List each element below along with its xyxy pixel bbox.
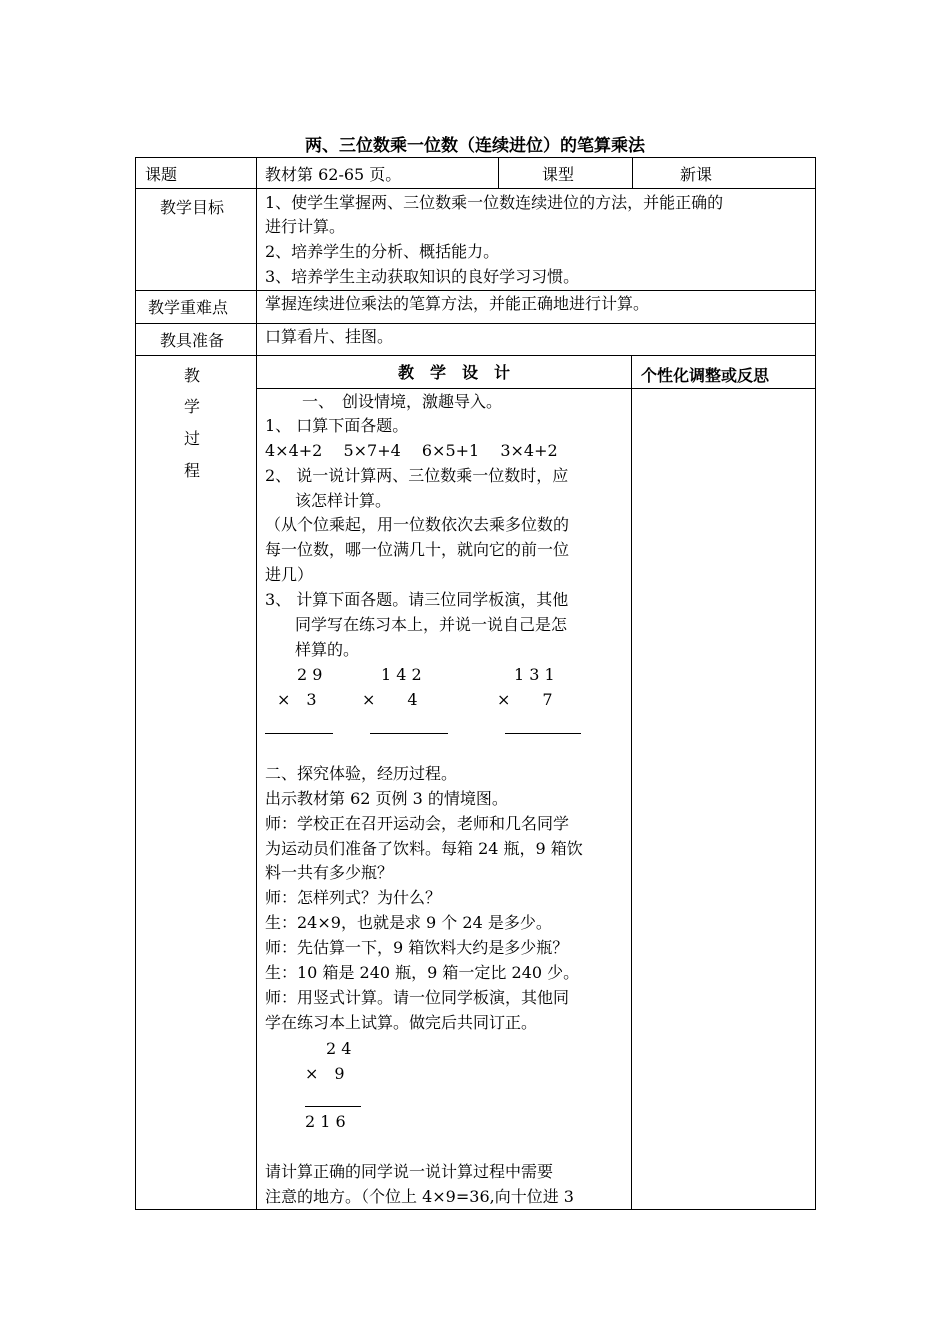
- content-line: 生：10 箱是 240 瓶，9 箱一定比 240 少。: [265, 963, 580, 982]
- content-line: 为运动员们准备了饮料。每箱 24 瓶，9 箱饮: [265, 839, 583, 858]
- content-line: 1、 口算下面各题。: [265, 416, 409, 435]
- goal-line: 1、使学生掌握两、三位数乘一位数连续进位的方法，并能正确的: [265, 193, 724, 212]
- topic-value: 教材第 62-65 页。: [265, 165, 402, 184]
- content-line: 同学写在练习本上，并说一说自己是怎: [295, 615, 568, 634]
- design-header: 教 学 设 计: [398, 363, 511, 382]
- content-line: 注意的地方。（个位上 4×9=36,向十位进 3: [265, 1187, 574, 1206]
- content-line: 学在练习本上试算。做完后共同订正。: [265, 1013, 538, 1032]
- tools-value: 口算看片、挂图。: [265, 327, 394, 346]
- type-value: 新课: [680, 165, 713, 184]
- process-char: 学: [184, 397, 201, 416]
- content-line: 师：学校正在召开运动会，老师和几名同学: [265, 814, 570, 833]
- content-line: 样算的。: [295, 640, 360, 659]
- tools-label: 教具准备: [160, 331, 225, 350]
- content-line: 进几）: [265, 565, 314, 584]
- type-label: 课型: [542, 165, 575, 184]
- content-line: 二、探究体验，经历过程。: [265, 764, 458, 783]
- goals-label: 教学目标: [160, 198, 225, 217]
- content-line: 师：先估算一下，9 箱饮料大约是多少瓶？: [265, 938, 569, 957]
- process-char: 过: [184, 429, 201, 448]
- content-line: 4×4+2 5×7+4 6×5+1 3×4+2: [265, 441, 558, 460]
- goal-line: 2、培养学生的分析、概括能力。: [265, 242, 500, 261]
- content-line: 该怎样计算。: [295, 491, 392, 510]
- content-line: 师：怎样列式？为什么？: [265, 888, 442, 907]
- content-line: 2、 说一说计算两、三位数乘一位数时，应: [265, 466, 569, 485]
- content-line: 请计算正确的同学说一说计算过程中需要: [265, 1162, 554, 1181]
- goal-line: 进行计算。: [265, 217, 346, 236]
- content-line: 每一位数，哪一位满几十，就向它的前一位: [265, 540, 570, 559]
- content-line: 出示教材第 62 页例 3 的情境图。: [265, 789, 508, 808]
- content-line: （从个位乘起，用一位数依次去乘多位数的: [265, 515, 570, 534]
- content-line: 一、 创设情境，激趣导入。: [302, 392, 503, 411]
- goal-line: 3、培养学生主动获取知识的良好学习习惯。: [265, 267, 580, 286]
- page-title: 两、三位数乘一位数（连续进位）的笔算乘法: [305, 136, 645, 156]
- key-points-value: 掌握连续进位乘法的笔算方法，并能正确地进行计算。: [265, 294, 650, 313]
- process-char: 教: [184, 366, 201, 385]
- process-char: 程: [184, 461, 201, 480]
- content-line: 生：24×9，也就是求 9 个 24 是多少。: [265, 913, 552, 932]
- content-line: 料一共有多少瓶？: [265, 863, 394, 882]
- content-line: 3、 计算下面各题。请三位同学板演，其他: [265, 590, 569, 609]
- reflect-header: 个性化调整或反思: [641, 366, 770, 385]
- content-line: 师：用竖式计算。请一位同学板演，其他同: [265, 988, 570, 1007]
- topic-label: 课题: [145, 165, 178, 184]
- key-points-label: 教学重难点: [148, 298, 229, 317]
